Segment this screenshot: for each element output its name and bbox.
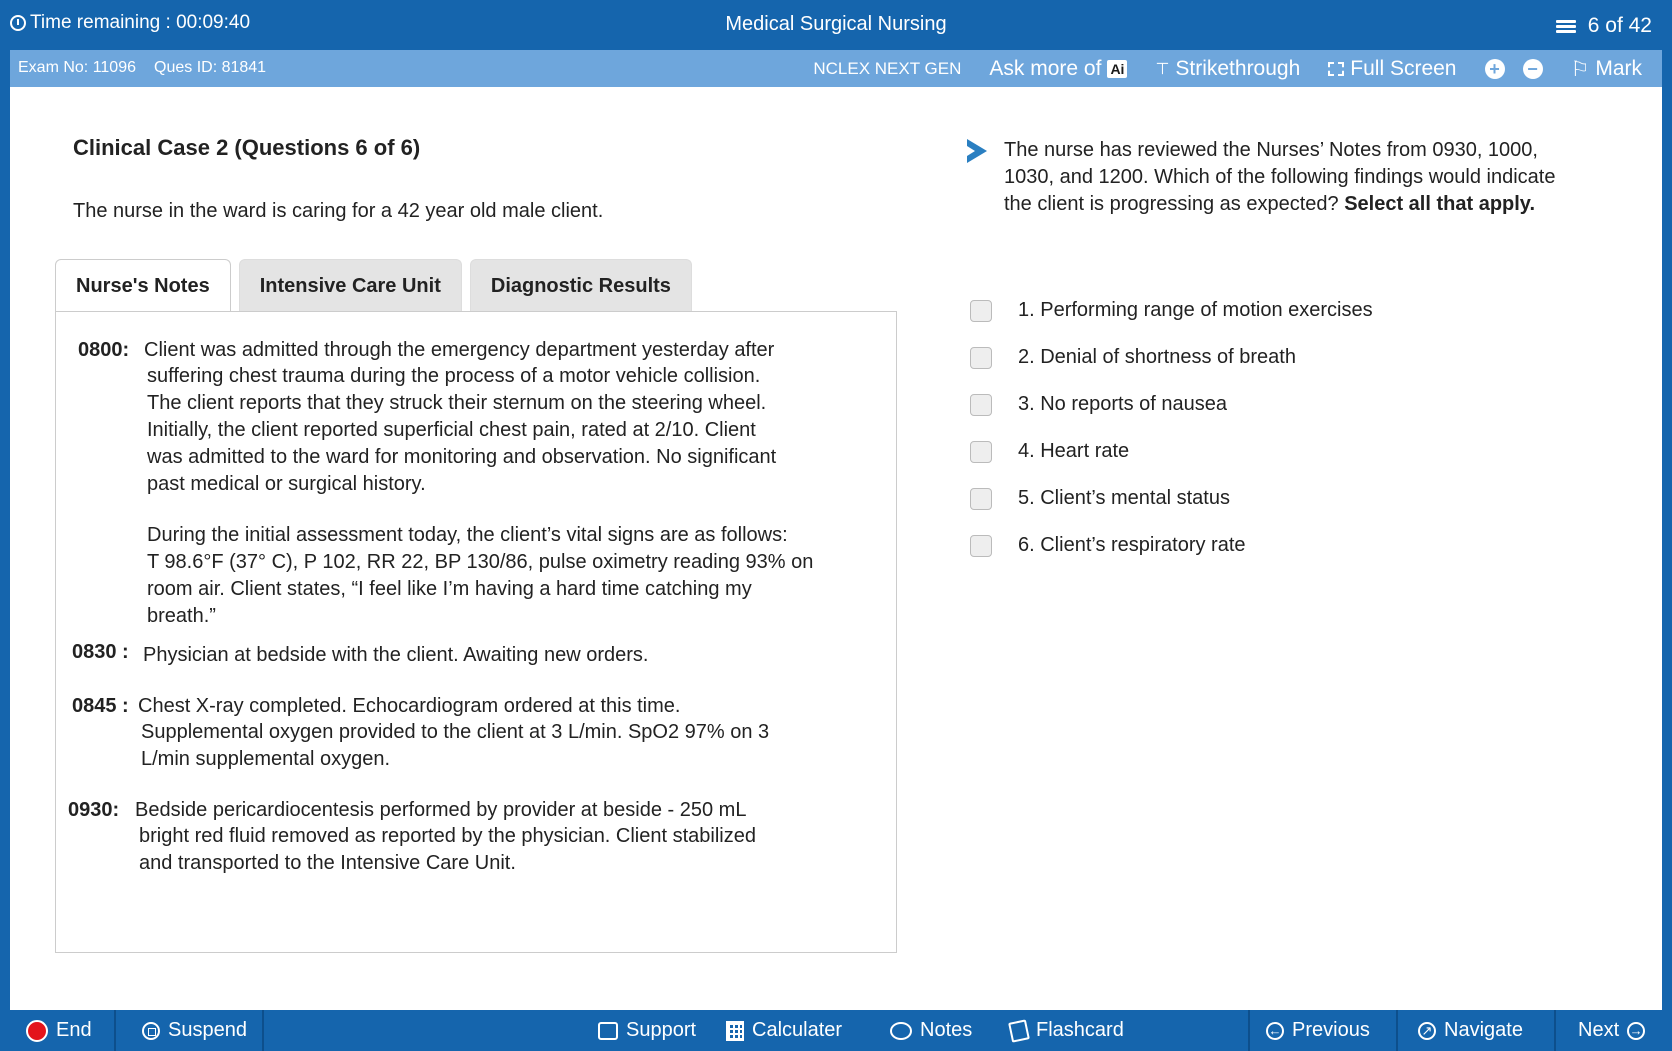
question-arrow-icon bbox=[967, 139, 987, 163]
question-text bbox=[1004, 137, 1584, 218]
note-text: Client was admitted through the emergency department yesterday after bbox=[144, 339, 775, 361]
nurses-notes-panel bbox=[55, 311, 897, 953]
zoom-in-button[interactable] bbox=[1485, 59, 1505, 79]
tab-nurses-notes[interactable]: Nurse's Notes bbox=[55, 259, 231, 312]
case-tabs bbox=[55, 259, 692, 312]
flashcard-label: Flashcard bbox=[1036, 1019, 1124, 1041]
note-line: Supplemental oxygen provided to the client at 3 L/min. SpO2 97% on 3 bbox=[141, 721, 770, 743]
option-checkbox[interactable] bbox=[970, 394, 992, 416]
strikethrough-button[interactable] bbox=[1155, 57, 1300, 81]
zoom-out-button[interactable] bbox=[1523, 59, 1543, 79]
option-4[interactable] bbox=[970, 428, 1373, 475]
option-checkbox[interactable] bbox=[970, 441, 992, 463]
arrow-right-icon: → bbox=[1627, 1022, 1645, 1040]
option-checkbox[interactable] bbox=[970, 535, 992, 557]
support-icon bbox=[598, 1022, 618, 1040]
tool-bar bbox=[10, 50, 1662, 87]
next-label: Next bbox=[1578, 1019, 1620, 1041]
support-label: Support bbox=[626, 1019, 697, 1041]
note-line: T 98.6°F (37° C), P 102, RR 22, BP 130/86, pulse oximetry reading 93% on bbox=[147, 551, 814, 573]
strikethrough-icon: ⊤ bbox=[1155, 61, 1170, 78]
question-list-icon[interactable] bbox=[1556, 19, 1576, 33]
note-line: bright red fluid removed as reported by the physician. Client stabilized bbox=[139, 825, 756, 847]
strikethrough-label: Strikethrough bbox=[1175, 57, 1301, 80]
fullscreen-icon bbox=[1328, 62, 1344, 76]
stop-icon bbox=[26, 1020, 48, 1042]
note-time: 0800: bbox=[78, 339, 130, 361]
previous-button[interactable] bbox=[1266, 1010, 1370, 1051]
question-stem: The nurse has reviewed the Nurses’ Notes from 0930, 1000, 1030, and 1200. Which of the following findings would indicate the client is progressing as expected? bbox=[1004, 139, 1556, 215]
question-counter[interactable] bbox=[1556, 14, 1652, 38]
note-line: past medical or surgical history. bbox=[147, 473, 426, 495]
flag-icon: ⚐ bbox=[1570, 57, 1590, 81]
option-2[interactable] bbox=[970, 334, 1373, 381]
note-line: room air. Client states, “I feel like I’m having a hard time catching my bbox=[147, 578, 752, 600]
support-button[interactable] bbox=[598, 1010, 696, 1051]
calculator-button[interactable] bbox=[726, 1010, 842, 1051]
timer-label: Time remaining : 00:09:40 bbox=[30, 12, 251, 33]
option-label: 1. Performing range of motion exercises bbox=[1018, 299, 1373, 321]
note-line: L/min supplemental oxygen. bbox=[141, 748, 391, 770]
note-text: Bedside pericardiocentesis performed by provider at beside - 250 mL bbox=[135, 799, 747, 821]
question-id: Ques ID: 81841 bbox=[154, 59, 267, 76]
main-panel bbox=[10, 87, 1662, 1010]
previous-label: Previous bbox=[1292, 1019, 1370, 1041]
ai-icon: Ai bbox=[1107, 60, 1127, 78]
next-button[interactable] bbox=[1578, 1010, 1645, 1051]
option-5[interactable] bbox=[970, 475, 1373, 522]
note-line: and transported to the Intensive Care Unit. bbox=[139, 852, 516, 874]
calculator-icon bbox=[726, 1021, 744, 1041]
divider bbox=[262, 1010, 264, 1051]
note-text: Chest X-ray completed. Echocardiogram ordered at this time. bbox=[138, 695, 681, 717]
tab-intensive-care-unit[interactable]: Intensive Care Unit bbox=[239, 259, 462, 312]
fullscreen-button[interactable] bbox=[1328, 57, 1456, 81]
divider bbox=[1554, 1010, 1556, 1051]
note-line: The client reports that they struck their sternum on the steering wheel. bbox=[147, 392, 767, 414]
note-text: Physician at bedside with the client. Awaiting new orders. bbox=[143, 644, 649, 666]
nclex-label: NCLEX NEXT GEN bbox=[813, 59, 962, 78]
compass-icon: ↗ bbox=[1418, 1022, 1436, 1040]
suspend-button[interactable] bbox=[142, 1010, 247, 1051]
ask-ai-button[interactable] bbox=[989, 57, 1127, 81]
question-instruction: Select all that apply. bbox=[1344, 193, 1536, 215]
option-label: 6. Client’s respiratory rate bbox=[1018, 534, 1246, 556]
top-bar bbox=[0, 0, 1672, 50]
minus-icon: − bbox=[1523, 59, 1543, 79]
option-label: 4. Heart rate bbox=[1018, 440, 1130, 462]
divider bbox=[1396, 1010, 1398, 1051]
arrow-left-icon: ← bbox=[1266, 1022, 1284, 1040]
navigate-label: Navigate bbox=[1444, 1019, 1523, 1041]
flashcard-button[interactable] bbox=[1010, 1010, 1124, 1051]
suspend-icon bbox=[142, 1022, 160, 1040]
note-line: suffering chest trauma during the process of a motor vehicle collision. bbox=[147, 365, 761, 387]
divider bbox=[1248, 1010, 1250, 1051]
end-button[interactable] bbox=[26, 1010, 92, 1051]
note-time: 0845 : bbox=[72, 695, 129, 717]
option-1[interactable] bbox=[970, 287, 1373, 334]
mark-label: Mark bbox=[1595, 57, 1642, 80]
note-text-rest bbox=[139, 823, 756, 877]
plus-icon: + bbox=[1485, 59, 1505, 79]
note-text-rest bbox=[147, 363, 813, 630]
notes-label: Notes bbox=[920, 1019, 973, 1041]
fullscreen-label: Full Screen bbox=[1350, 57, 1457, 80]
note-line bbox=[147, 498, 813, 522]
option-checkbox[interactable] bbox=[970, 347, 992, 369]
note-line: was admitted to the ward for monitoring and observation. No significant bbox=[147, 446, 777, 468]
calculator-label: Calculater bbox=[752, 1019, 843, 1041]
option-3[interactable] bbox=[970, 381, 1373, 428]
note-time: 0830 : bbox=[72, 641, 129, 663]
ask-more-label: Ask more of bbox=[989, 57, 1102, 80]
option-label: 5. Client’s mental status bbox=[1018, 487, 1230, 509]
note-line: During the initial assessment today, the client’s vital signs are as follows: bbox=[147, 524, 788, 546]
note-text-rest bbox=[141, 719, 769, 773]
notes-icon bbox=[890, 1022, 912, 1040]
flashcard-icon bbox=[1008, 1019, 1030, 1042]
note-line: breath.” bbox=[147, 605, 216, 627]
end-label: End bbox=[56, 1019, 92, 1041]
option-checkbox[interactable] bbox=[970, 488, 992, 510]
exam-title: Medical Surgical Nursing bbox=[725, 13, 947, 35]
option-label: 3. No reports of nausea bbox=[1018, 393, 1228, 415]
bottom-bar bbox=[0, 1010, 1672, 1051]
counter-label: 6 of 42 bbox=[1587, 14, 1652, 37]
note-line: Initially, the client reported superficial chest pain, rated at 2/10. Client bbox=[147, 419, 756, 441]
option-checkbox[interactable] bbox=[970, 300, 992, 322]
case-intro: The nurse in the ward is caring for a 42 year old male client. bbox=[73, 200, 604, 222]
note-time: 0930: bbox=[68, 799, 120, 821]
option-label: 2. Denial of shortness of breath bbox=[1018, 346, 1296, 368]
answer-options bbox=[970, 287, 1373, 569]
suspend-label: Suspend bbox=[168, 1019, 247, 1041]
exam-number: Exam No: 11096 bbox=[18, 59, 136, 76]
mark-button[interactable] bbox=[1571, 57, 1643, 82]
case-title: Clinical Case 2 (Questions 6 of 6) bbox=[73, 135, 421, 160]
tab-diagnostic-results[interactable]: Diagnostic Results bbox=[470, 259, 692, 312]
navigate-button[interactable] bbox=[1418, 1010, 1523, 1051]
divider bbox=[114, 1010, 116, 1051]
option-6[interactable] bbox=[970, 522, 1373, 569]
notes-button[interactable] bbox=[890, 1010, 972, 1051]
